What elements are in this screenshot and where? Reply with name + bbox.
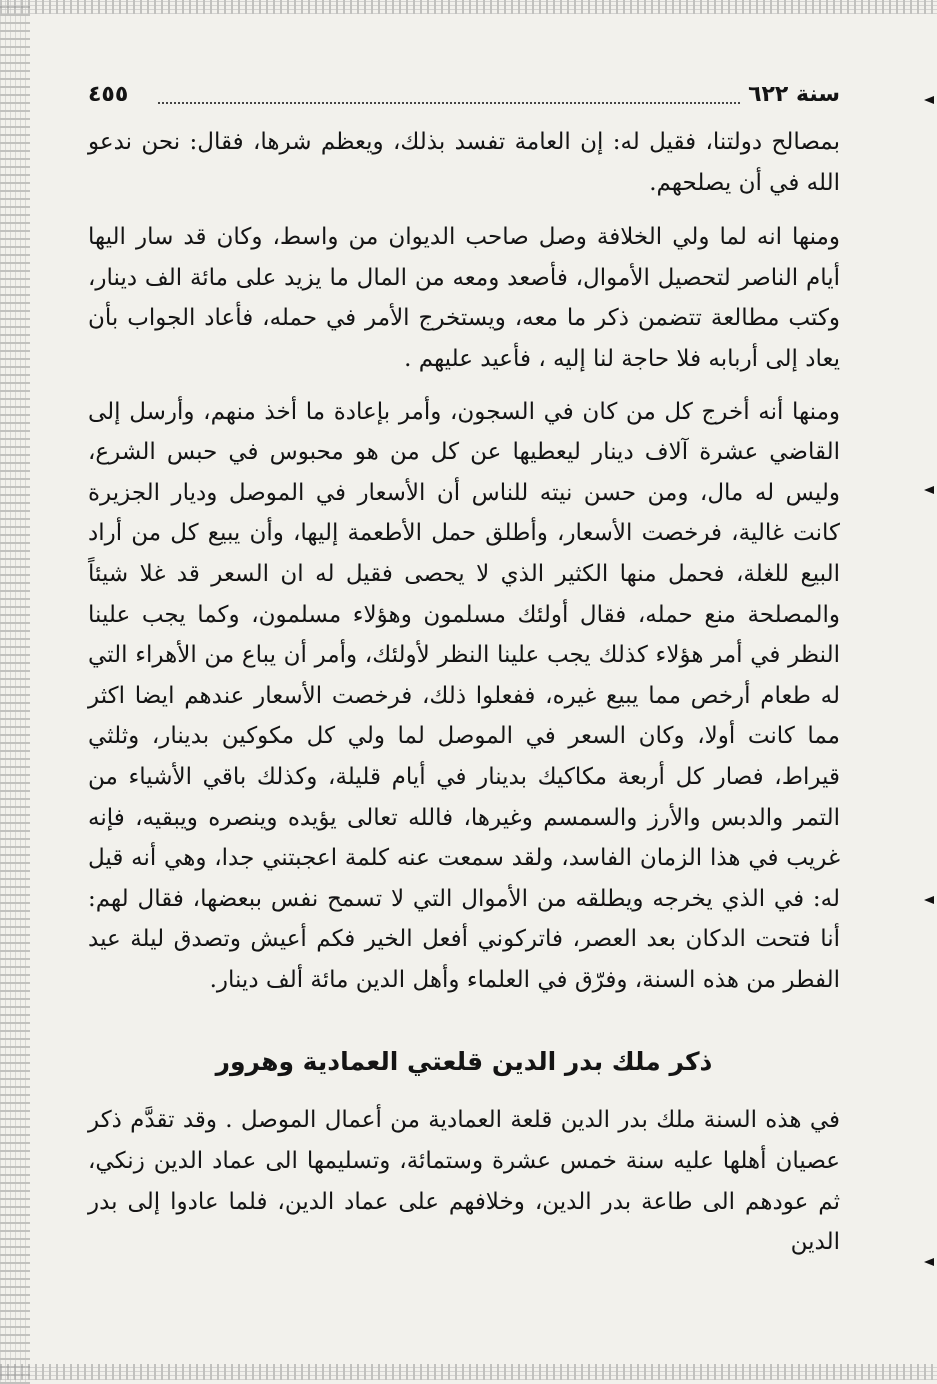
running-header: [88, 76, 840, 118]
section-title: ذكر ملك بدر الدين قلعتي العمادية وهرور: [215, 1047, 713, 1077]
book-page: [88, 76, 840, 1366]
paragraph: ومنها انه لما ولي الخلافة وصل صاحب الديوان من واسط، وكان قد سار اليها أيام الناصر لتحصيل الأموال، فأصعد ومعه من المال ما يزيد على مائة الف دينار، وكتب مطالعة تتضمن ذكر ما معه، ويستخرج الأمر في حمله، فأعاد الجواب بأن يعاد إلى أربابه فلا حاجة لنا إليه ، فأعيد عليهم .: [88, 224, 840, 372]
header-year: سنة ٦٢٢: [748, 82, 840, 107]
margin-marker: [924, 1258, 934, 1266]
margin-marker: [924, 486, 934, 494]
paragraph: بمصالح دولتنا، فقيل له: إن العامة تفسد بذلك، ويعظم شرها، فقال: نحن ندعو الله في أن يصلحهم.: [88, 129, 840, 196]
margin-marker: [924, 896, 934, 904]
margin-marker: [924, 96, 934, 104]
decorative-top-border: [0, 0, 937, 14]
section-paragraph: في هذه السنة ملك بدر الدين قلعة العمادية من أعمال الموصل . وقد تقدَّم ذكر عصيان أهلها عليه سنة خمس عشرة وستمائة، وتسليمها الى عماد الدين زنكي، ثم عودهم الى طاعة بدر الدين، وخلافهم على عماد الدين، فلما عادوا إلى بدر الدين: [88, 1107, 840, 1256]
paragraph: ومنها أنه أخرج كل من كان في السجون، وأمر بإعادة ما أخذ منهم، وأرسل إلى القاضي عشرة آلاف دينار ليعطيها عن كل من هو محبوس في حبس الشرع، وليس له مال، ومن حسن نيته للناس أن الأسعار في الموصل وديار الجزيرة كانت غالية، فرخصت الأسعار، وأطلق حمل الأطعمة إليها، وأن يبيع كل من أراد البيع للغلة، فحمل منها الكثير الذي لا يحصى فقيل له ان السعر قد غلا شيئاً والمصلحة منع حمله، فقال أولئك مسلمون وهؤلاء مسلمون، وكما يجب علينا النظر في أمر هؤلاء كذلك يجب علينا النظر لأولئك، وأمر أن يباع من الأهراء التي له طعام أرخص مما يبيع غيره، ففعلوا ذلك، فرخصت الأسعار عندهم ايضا اكثر مما كانت أولا، وكان السعر في الموصل لما ولي كل مكوكين بدينار، وثلثي قيراط، فصار كل أربعة مكاكيك بدينار في أيام قليلة، وكذلك باقي الأشياء من التمر والدبس والأرز والسمسم وغيرها، فالله تعالى يؤيده وينصره ويبقيه، فإنه غريب في هذا الزمان الفاسد، ولقد سمعت عنه كلمة اعجبتني جدا، وهي أنه قيل له: في الذي يخرجه ويطلقه من الأموال التي لا تسمح نفس ببعضها، فقال لهم: أنا فتحت الدكان بعد العصر، فاتركوني أفعل الخير فكم أعيش وتصدق ليلة عيد الفطر من هذه السنة، وفرّق في العلماء وأهل الدين مائة ألف دينار.: [88, 398, 840, 993]
decorative-bottom-border: [0, 1364, 937, 1380]
header-dot-leader: [158, 102, 740, 104]
decorative-left-border: [0, 0, 30, 1384]
page-number: ٤٥٥: [88, 82, 129, 107]
